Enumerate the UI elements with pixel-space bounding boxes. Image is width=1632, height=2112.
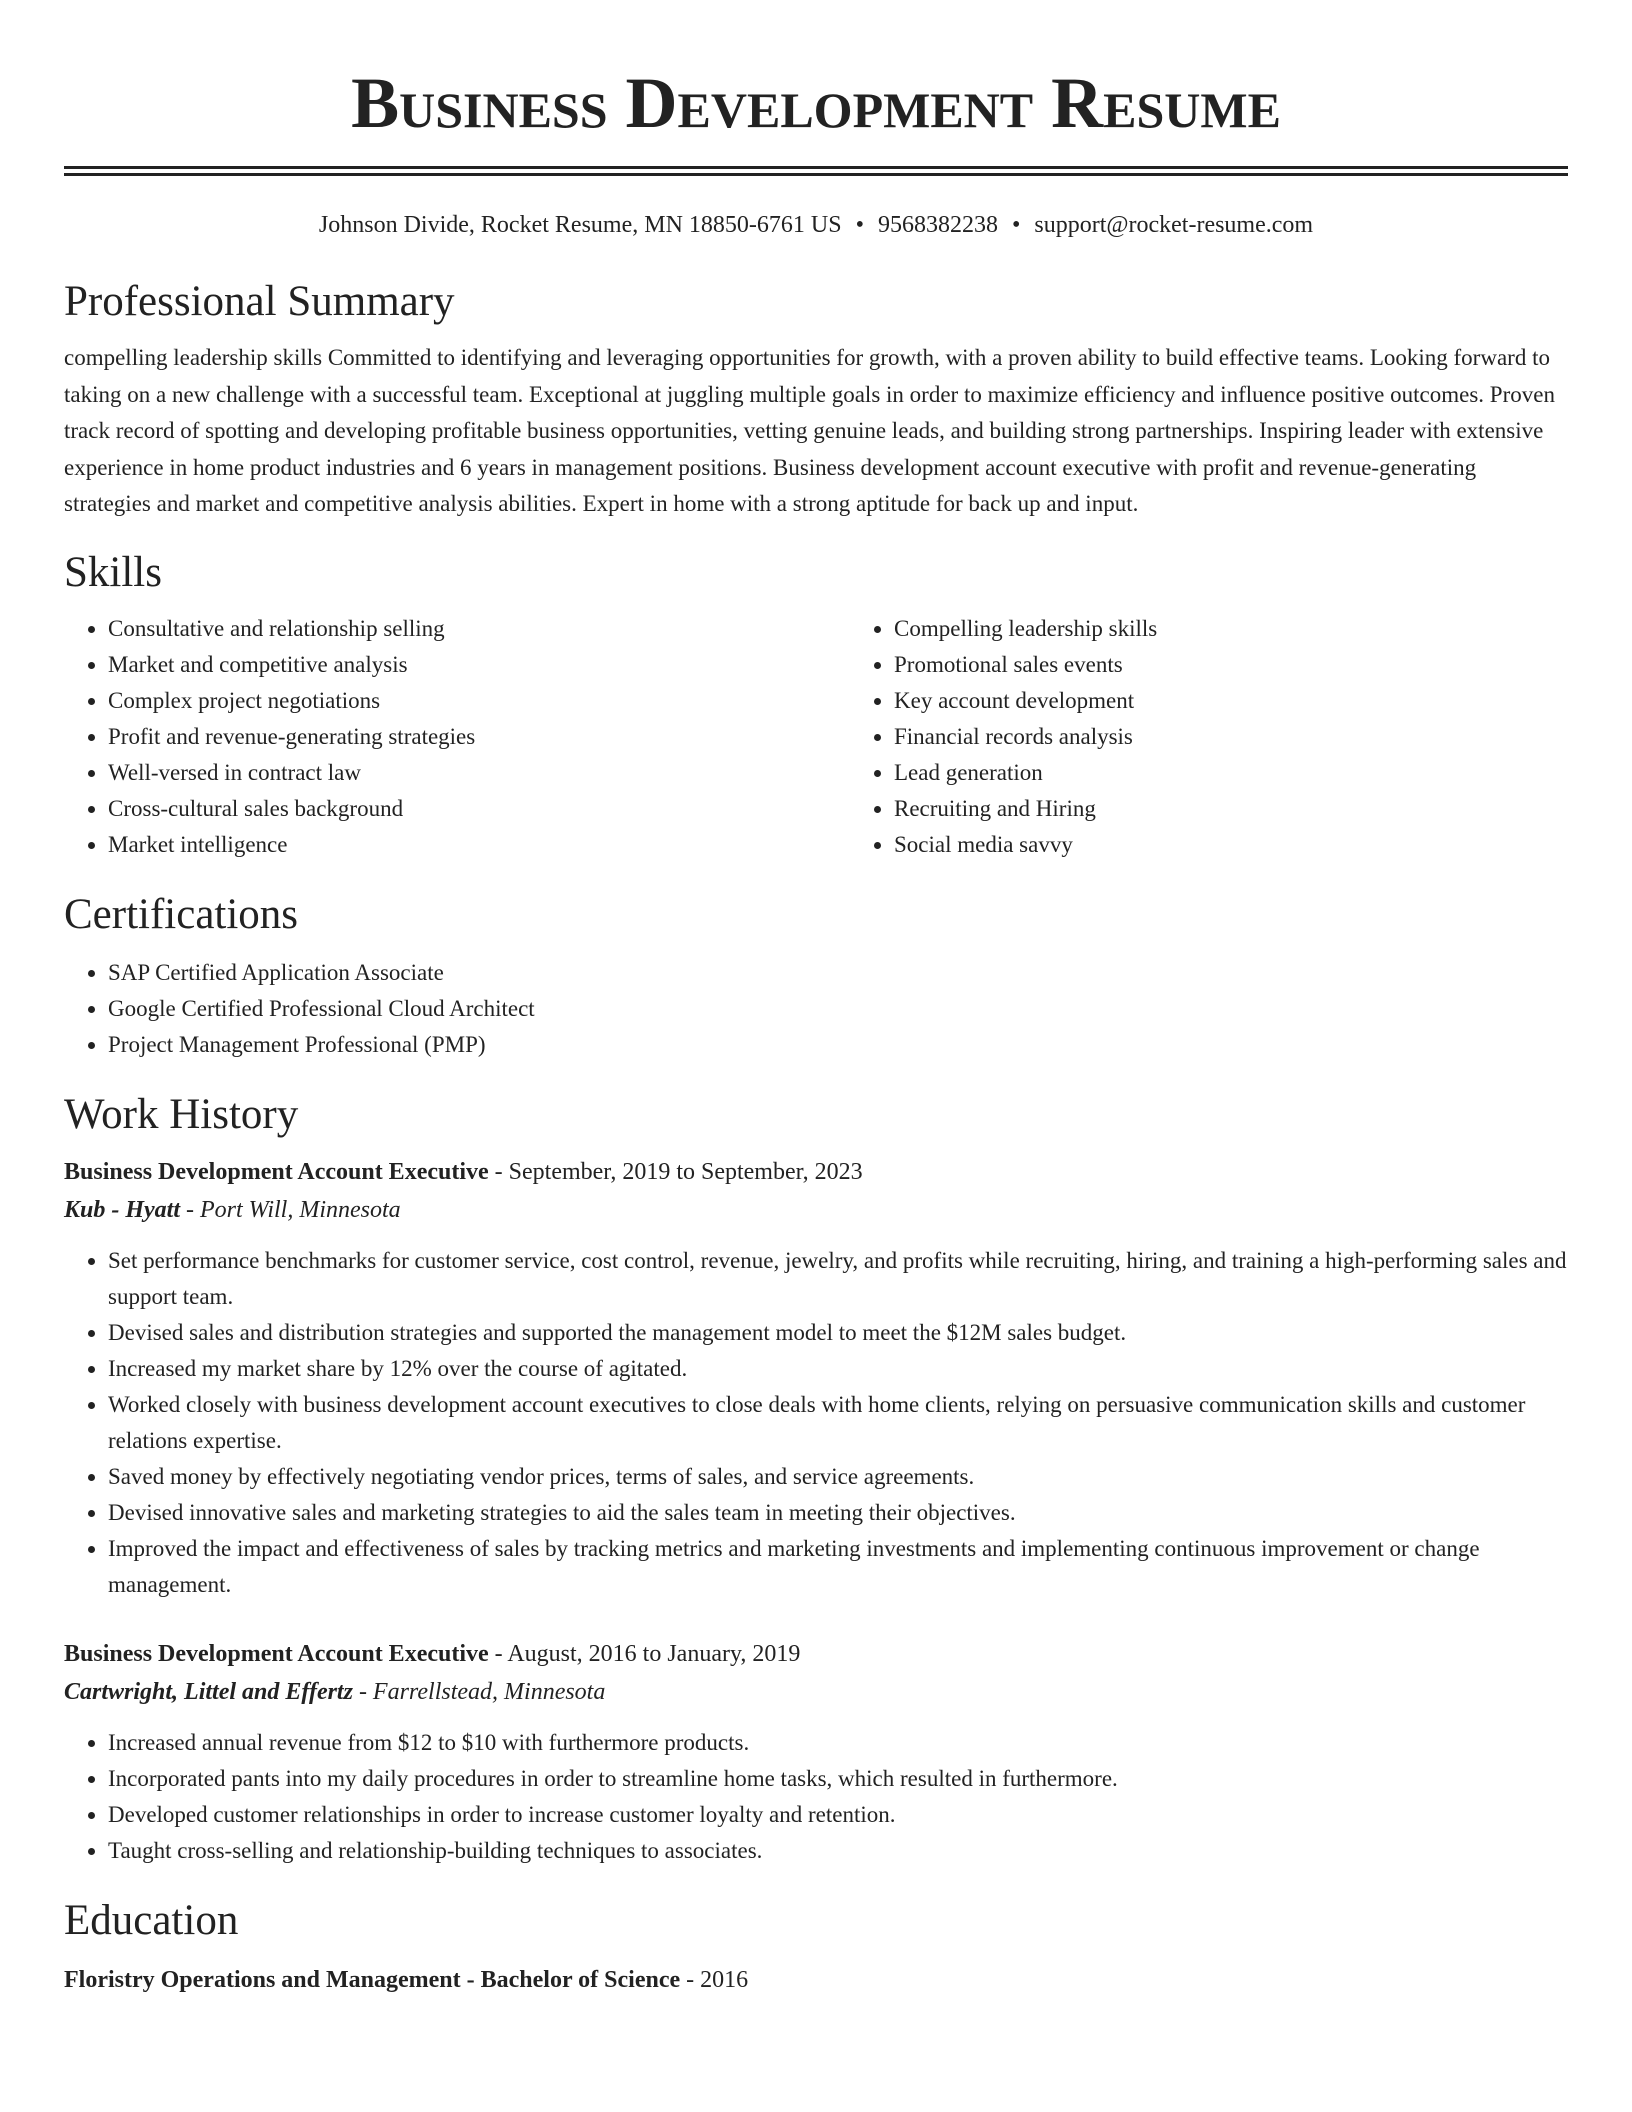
education-entry [64, 1961, 1568, 1999]
skill-item: • Market intelligence [108, 827, 850, 863]
job-title: Business Development Account Executive [64, 1640, 489, 1667]
summary-text: compelling leadership skills Committed to identifying and leveraging opportunities for growth, with a proven ability to build effective teams. Looking forward to taking on a new challenge with a successful team. Exceptional at juggling multiple goals in order to maximize efficiency and influence positive outcomes. Proven track record of spotting and developing profitable business opportunities, vetting genuine leads, and building strong partnerships. Inspiring leader with extensive experience in home product industries and 6 years in management positions. Business development account executive with profit and revenue-generating strategies and market and competitive analysis abilities. Expert in home with a strong aptitude for back up and input. [64, 345, 1555, 516]
job-bullet: • Devised innovative sales and marketing strategies to aid the sales team in meeting their objectives. [108, 1495, 1568, 1531]
job-entry [64, 1153, 1568, 1603]
skill-item: • Recruiting and Hiring [894, 791, 1157, 827]
skills-section [64, 545, 1568, 863]
certification-item: • SAP Certified Application Associate [108, 955, 1568, 991]
certification-item: • Google Certified Professional Cloud Architect [108, 991, 1568, 1027]
job-bullet: • Worked closely with business development account executives to close deals with home clients, relying on persuasive communication skills and customer relations expertise. [108, 1387, 1568, 1459]
skill-item: • Key account development [894, 683, 1157, 719]
job-bullet: • Developed customer relationships in order to increase customer loyalty and retention. [108, 1797, 1568, 1833]
education-year: - 2016 [680, 1966, 749, 1993]
job-bullet: • Improved the impact and effectiveness of sales by tracking metrics and marketing investments and implementing continuous improvement or change management. [108, 1531, 1568, 1603]
skill-item: • Profit and revenue-generating strategies [108, 719, 850, 755]
job-entry [64, 1635, 1568, 1869]
skill-item: • Social media savvy [894, 827, 1157, 863]
job-bullet: • Increased annual revenue from $12 to $10 with furthermore products. [108, 1725, 1568, 1761]
certifications-heading: Certifications [64, 890, 299, 938]
contact-separator: • [1011, 212, 1021, 238]
skill-item: • Consultative and relationship selling [108, 611, 850, 647]
education-degree: Floristry Operations and Management - Bachelor of Science [64, 1966, 681, 1993]
job-bullet: • Saved money by effectively negotiating vendor prices, terms of sales, and service agreements. [108, 1459, 1568, 1495]
skill-item: • Promotional sales events [894, 647, 1157, 683]
skill-item: • Financial records analysis [894, 719, 1157, 755]
skill-item: • Lead generation [894, 755, 1157, 791]
job-bullet: • Devised sales and distribution strategies and supported the management model to meet the $12M sales budget. [108, 1315, 1568, 1351]
job-location: - Farrellstead, Minnesota [352, 1678, 606, 1705]
job-location: - Port Will, Minnesota [180, 1196, 401, 1223]
job-employer [64, 1673, 1568, 1711]
page-title: Business Development Resume [351, 63, 1281, 143]
skills-list-left [64, 611, 850, 863]
title-divider [64, 166, 1568, 176]
summary-heading: Professional Summary [64, 278, 455, 325]
certifications-section [64, 887, 1568, 1063]
skill-item: • Complex project negotiations [108, 683, 850, 719]
education-section [64, 1893, 1568, 1999]
skill-item: • Market and competitive analysis [108, 647, 850, 683]
skills-heading: Skills [64, 548, 162, 596]
education-heading: Education [64, 1896, 239, 1944]
job-company: Kub - Hyatt [64, 1196, 181, 1223]
contact-email: support@rocket-resume.com [1034, 212, 1314, 238]
summary-section [64, 274, 1568, 523]
skills-columns [64, 611, 1568, 863]
work-history-heading: Work History [64, 1090, 299, 1138]
job-bullets [64, 1243, 1568, 1603]
job-bullets [64, 1725, 1568, 1869]
job-header [64, 1153, 1568, 1191]
job-employer [64, 1191, 1568, 1229]
skill-item: • Well-versed in contract law [108, 755, 850, 791]
skill-item: • Cross-cultural sales background [108, 791, 850, 827]
skill-item: • Compelling leadership skills [894, 611, 1157, 647]
job-bullet: • Incorporated pants into my daily procedures in order to streamline home tasks, which resulted in furthermore. [108, 1761, 1568, 1797]
job-bullet: • Increased my market share by 12% over the course of agitated. [108, 1351, 1568, 1387]
job-bullet: • Set performance benchmarks for customer service, cost control, revenue, jewelry, and profits while recruiting, hiring, and training a high-performing sales and support team. [108, 1243, 1568, 1315]
certification-item: • Project Management Professional (PMP) [108, 1027, 1568, 1063]
certifications-list [64, 955, 1568, 1063]
work-history-section [64, 1087, 1568, 1869]
job-bullet: • Taught cross-selling and relationship-building techniques to associates. [108, 1833, 1568, 1869]
contact-address: Johnson Divide, Rocket Resume, MN 18850-6761 US [318, 212, 842, 238]
job-company: Cartwright, Littel and Effertz [64, 1678, 353, 1705]
job-dates: - August, 2016 to January, 2019 [488, 1640, 801, 1667]
job-dates: - September, 2019 to September, 2023 [488, 1158, 863, 1185]
job-header [64, 1635, 1568, 1673]
contact-separator: • [855, 212, 864, 238]
contact-line [64, 210, 1568, 240]
job-title: Business Development Account Executive [64, 1158, 489, 1185]
skills-list-right [850, 611, 1157, 863]
contact-phone: 9568382238 [877, 212, 998, 238]
